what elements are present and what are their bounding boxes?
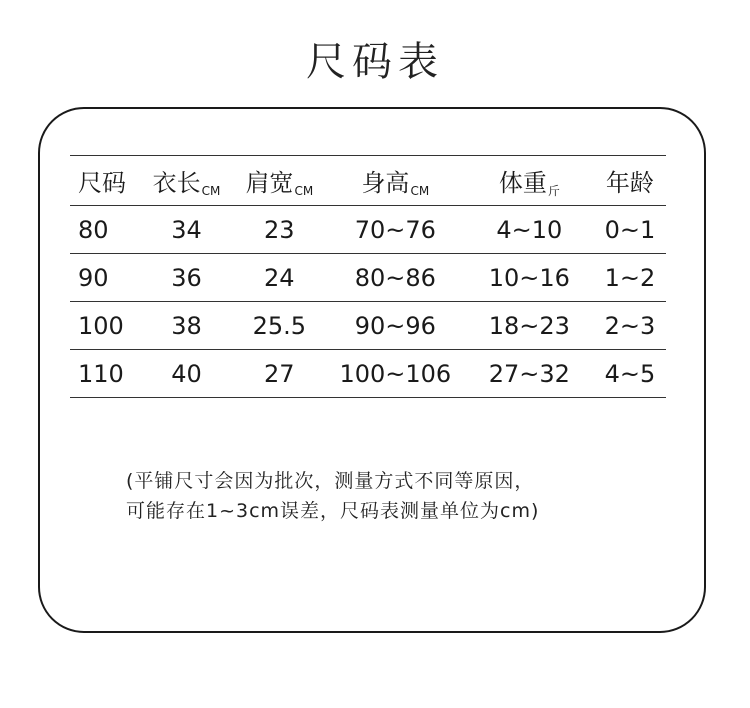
header-length: 衣长CM [152, 169, 221, 198]
cell-size: 110 [78, 359, 124, 388]
table-row [70, 254, 666, 302]
cell-size: 100 [78, 311, 124, 340]
header-size: 尺码 [78, 169, 126, 197]
header-shoulder: 肩宽CM [245, 169, 314, 198]
cell-age: 0~1 [604, 215, 656, 244]
cell-weight: 27~32 [488, 359, 570, 388]
cell-weight: 4~10 [496, 215, 563, 244]
cell-shoulder: 25.5 [252, 311, 307, 340]
header-weight: 体重斤 [498, 168, 560, 198]
cell-weight: 10~16 [488, 263, 570, 292]
table-row [70, 350, 666, 398]
cell-age: 1~2 [604, 263, 656, 292]
cell-height: 80~86 [354, 263, 436, 292]
note-line-1: (平铺尺寸会因为批次，测量方式不同等原因， [126, 470, 535, 492]
cell-shoulder: 27 [264, 359, 295, 388]
size-table [70, 155, 666, 398]
header-age: 年龄 [605, 169, 654, 197]
cell-length: 34 [171, 215, 202, 244]
page-title: 尺码表 [306, 39, 444, 85]
cell-size: 80 [78, 215, 109, 244]
cell-length: 40 [171, 359, 202, 388]
cell-weight: 18~23 [488, 311, 570, 340]
table-row [70, 302, 666, 350]
cell-length: 36 [171, 263, 202, 292]
cell-shoulder: 24 [264, 263, 295, 292]
cell-size: 90 [78, 263, 109, 292]
cell-height: 90~96 [354, 311, 436, 340]
cell-age: 2~3 [604, 311, 656, 340]
measurement-note [126, 466, 686, 526]
table-header-row [70, 156, 666, 206]
cell-height: 70~76 [354, 215, 436, 244]
cell-age: 4~5 [604, 359, 656, 388]
header-height: 身高CM [361, 169, 430, 198]
cell-height: 100~106 [339, 359, 452, 388]
cell-length: 38 [171, 311, 202, 340]
cell-shoulder: 23 [264, 215, 295, 244]
table-row [70, 206, 666, 254]
note-line-2: 可能存在1~3cm误差，尺码表测量单位为cm) [126, 500, 540, 522]
